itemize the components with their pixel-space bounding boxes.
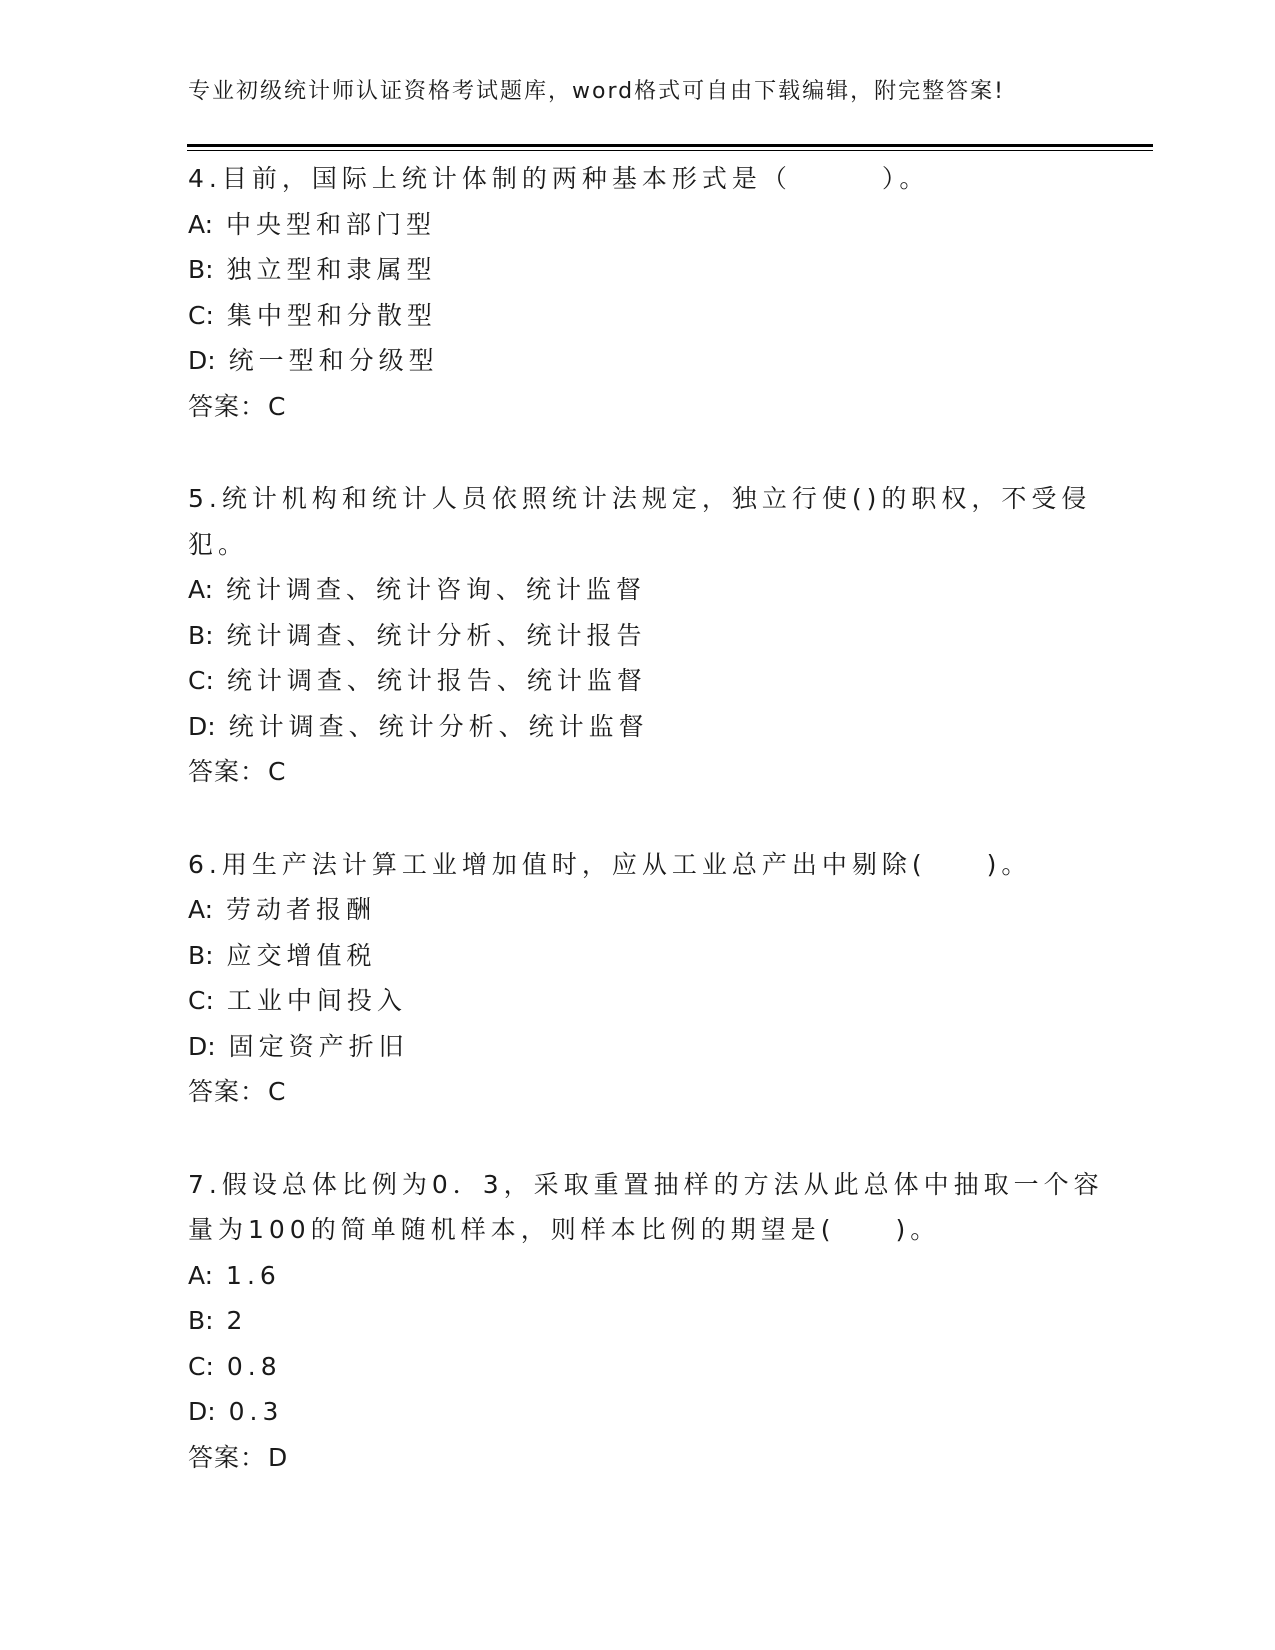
option-letter: D: (188, 1031, 216, 1061)
option-b (188, 247, 1088, 293)
option-text: 0.3 (228, 1397, 284, 1426)
option-letter: A: (188, 209, 214, 239)
answer-value: C (268, 391, 287, 421)
option-letter: B: (188, 1306, 214, 1335)
option-a (188, 567, 1088, 613)
answer-line (188, 384, 1088, 430)
option-text: 统计调查、统计分析、统计监督 (228, 711, 649, 741)
answer-label: 答案： (188, 1442, 267, 1472)
answer-line (188, 1435, 1088, 1481)
header-divider (187, 144, 1153, 147)
option-letter: C: (188, 1351, 214, 1381)
option-letter: B: (188, 255, 214, 284)
option-letter: B: (188, 620, 214, 650)
question-stem: 7.假设总体比例为0．3，采取重置抽样的方法从此总体中抽取一个容 (188, 1169, 1104, 1199)
answer-label: 答案： (188, 1077, 267, 1106)
question-stem: 6.用生产法计算工业增加值时，应从工业总产出中剔除( )。 (188, 849, 1032, 879)
option-text: 劳动者报酬 (226, 895, 377, 924)
page-header: 专业初级统计师认证资格考试题库，word格式可自由下载编辑，附完整答案! (188, 79, 1005, 104)
option-b (188, 613, 1088, 659)
option-letter: C: (188, 986, 214, 1015)
option-text: 独立型和隶属型 (226, 255, 437, 284)
option-c (188, 1344, 1088, 1390)
option-b (188, 1298, 1088, 1344)
option-text: 统计调查、统计分析、统计报告 (226, 620, 647, 650)
option-text: 集中型和分散型 (226, 300, 437, 330)
option-letter: C: (188, 666, 214, 695)
option-letter: C: (188, 300, 214, 330)
question-4 (188, 156, 1088, 429)
option-text: 2 (226, 1306, 248, 1335)
option-a (188, 202, 1088, 248)
option-text: 1.6 (226, 1260, 281, 1290)
option-text: 0.8 (226, 1351, 282, 1381)
answer-label: 答案： (188, 757, 267, 786)
option-letter: A: (188, 895, 214, 924)
question-7 (188, 1162, 1104, 1481)
answer-line (188, 1069, 1088, 1115)
question-stem-continuation: 量为100的简单随机样本，则样本比例的期望是( )。 (188, 1215, 941, 1244)
answer-value: C (268, 1077, 287, 1106)
option-letter: B: (188, 940, 214, 970)
answer-value: D (268, 1442, 289, 1472)
question-stem-continuation: 犯。 (188, 529, 249, 559)
option-text: 统计调查、统计报告、统计监督 (226, 666, 647, 695)
option-text: 工业中间投入 (226, 986, 407, 1015)
option-letter: D: (188, 711, 216, 741)
question-stem: 4.目前，国际上统计体制的两种基本形式是（ ）。 (188, 164, 930, 193)
option-a (188, 887, 1088, 933)
option-letter: A: (188, 1260, 214, 1290)
answer-value: C (268, 757, 287, 786)
option-text: 应交增值税 (226, 940, 377, 970)
option-d (188, 338, 1088, 384)
answer-label: 答案： (188, 391, 267, 421)
option-c (188, 293, 1088, 339)
question-list (188, 156, 1104, 1527)
header-divider-thin (187, 150, 1153, 151)
option-text: 中央型和部门型 (226, 209, 437, 239)
option-text: 统计调查、统计咨询、统计监督 (226, 575, 647, 604)
option-text: 统一型和分级型 (228, 346, 439, 375)
question-stem: 5.统计机构和统计人员依照统计法规定，独立行使()的职权，不受侵 (188, 484, 1092, 513)
question-5 (188, 476, 1092, 795)
option-text: 固定资产折旧 (228, 1031, 409, 1061)
option-b (188, 933, 1088, 979)
option-d (188, 1389, 1088, 1435)
question-6 (188, 842, 1088, 1115)
option-letter: D: (188, 1397, 216, 1426)
option-d (188, 704, 1088, 750)
option-c (188, 978, 1088, 1024)
option-d (188, 1024, 1088, 1070)
option-letter: A: (188, 575, 214, 604)
option-a (188, 1253, 1088, 1299)
answer-line (188, 749, 1088, 795)
option-letter: D: (188, 346, 216, 375)
option-c (188, 658, 1088, 704)
